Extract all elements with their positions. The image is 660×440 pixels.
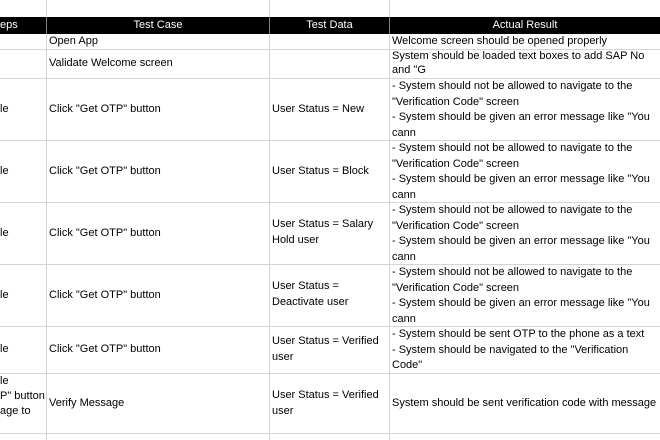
cell-test-case[interactable]: Click "Get OTP" button <box>49 289 161 301</box>
cell-steps[interactable]: le <box>0 227 9 239</box>
cell-test-case[interactable]: Verify Message <box>49 397 125 409</box>
cell-actual-result[interactable]: - System should not be allowed to navigate to the "Verification Code" screen - System should be given an error message like "You cann <box>392 142 650 201</box>
cell-test-data[interactable]: User Status = Verified user <box>272 389 379 417</box>
cell-test-case[interactable]: Click "Get OTP" button <box>49 103 161 115</box>
grid-line <box>269 34 270 440</box>
cell-test-case[interactable]: Click "Get OTP" button <box>49 227 161 239</box>
grid-line <box>46 34 47 440</box>
cell-steps[interactable]: le P" button age to <box>0 375 45 417</box>
grid-line <box>46 0 47 17</box>
cell-steps[interactable]: le <box>0 103 9 115</box>
cell-actual-result[interactable]: System should be sent verification code with message <box>392 397 657 409</box>
grid-line <box>389 34 390 440</box>
header-test-case[interactable]: Test Case <box>47 17 270 34</box>
cell-actual-result[interactable]: - System should not be allowed to navigate to the "Verification Code" screen - System should be given an error message like "You cann <box>392 204 650 263</box>
grid-line <box>269 0 270 17</box>
cell-steps[interactable]: le <box>0 343 9 355</box>
cell-steps[interactable] <box>0 34 45 49</box>
cell-actual-result[interactable]: System should be loaded text boxes to add SAP No and "G <box>392 50 645 76</box>
cell-test-case[interactable]: Click "Get OTP" button <box>49 165 161 177</box>
cell-steps[interactable]: le <box>0 289 9 301</box>
header-steps[interactable]: eps <box>0 17 47 34</box>
cell-test-data[interactable] <box>272 34 388 49</box>
cell-actual-result[interactable]: - System should not be allowed to navigate to the "Verification Code" screen - System should be given an error message like "You cann <box>392 266 650 325</box>
header-actual-result[interactable]: Actual Result <box>492 19 558 31</box>
cell-test-data[interactable]: User Status = New <box>272 103 365 115</box>
table-header-row <box>0 17 660 34</box>
cell-test-data[interactable]: User Status = Block <box>272 165 369 177</box>
cell-test-data[interactable]: User Status = Verified user <box>272 335 379 363</box>
grid-line <box>0 373 660 374</box>
cell-test-case[interactable]: Open App <box>49 35 98 47</box>
cell-actual-result[interactable]: - System should not be allowed to navigate to the "Verification Code" screen - System should be given an error message like "You cann <box>392 80 650 139</box>
cell-test-case[interactable]: Validate Welcome screen <box>49 57 173 69</box>
cell-test-data[interactable]: User Status = Salary Hold user <box>272 218 374 246</box>
cell-actual-result[interactable]: - System should be sent OTP to the phone as a text - System should be navigated to the "Verification Code" <box>392 328 645 371</box>
cell-actual-result[interactable]: Welcome screen should be opened properly <box>392 35 608 47</box>
cell-steps[interactable] <box>0 49 45 78</box>
grid-line <box>389 0 390 17</box>
cell-steps[interactable]: le <box>0 165 9 177</box>
cell-test-data[interactable]: User Status = Deactivate user <box>272 280 349 308</box>
header-test-data[interactable]: Test Data <box>270 17 390 34</box>
grid-line <box>0 433 660 434</box>
cell-test-data[interactable] <box>272 49 388 78</box>
cell-test-case[interactable]: Click "Get OTP" button <box>49 343 161 355</box>
